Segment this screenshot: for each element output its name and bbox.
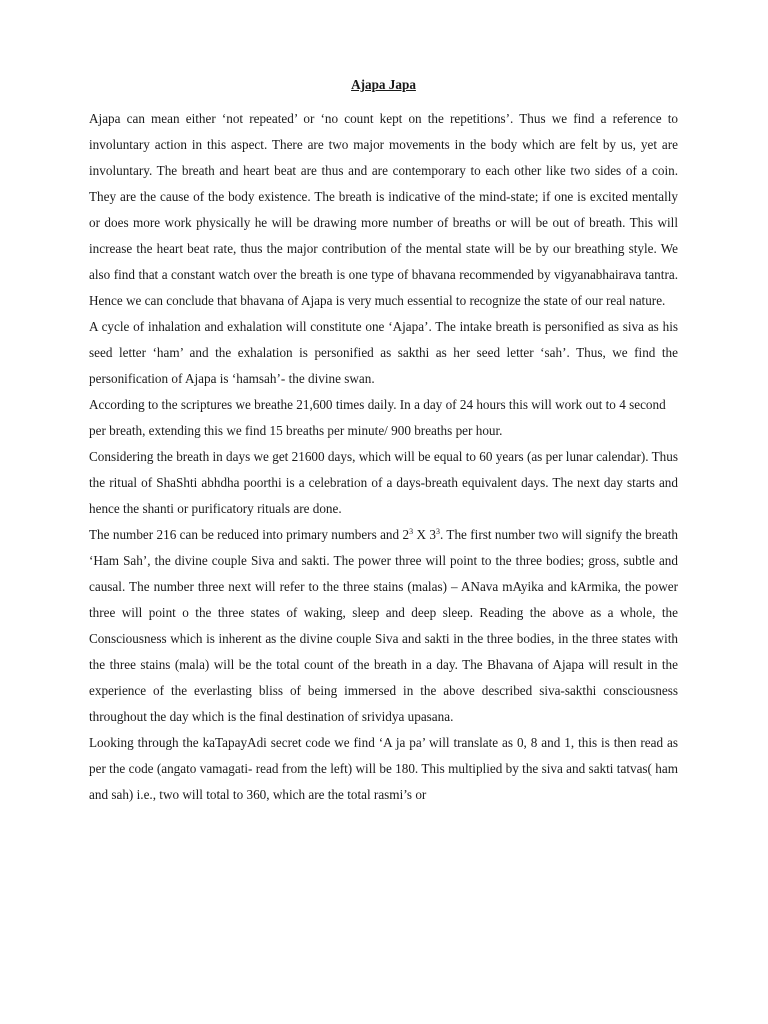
paragraph-katapayadi: Looking through the kaTapayAdi secret code we find ‘A ja pa’ will translate as 0, 8 and 1, this is then read as per the code (angato vamagati- read from the left) will be 180. This multiplied by the siva and sakti tatvas( ham and sah) i.e., two will total to 360, which are the total rasmi’s or: [89, 735, 678, 802]
paragraph-ajapa-meaning: Ajapa can mean either ‘not repeated’ or ‘no count kept on the repetitions’. Thus we find a reference to involuntary action in this aspect. There are two major movements in the body which are felt by us, yet are involuntary. The breath and heart beat are thus and are contemporary to each other like two sides of a coin. They are the cause of the body existence. The breath is indicative of the mind-state; if one is excited mentally or does more work physically he will be drawing more number of breaths or will be out of breath. This will increase the heart beat rate, thus the major contribution of the mental state will be by our breathing style. We also find that a constant watch over the breath is one type of bhavana recommended by vigyanabhairava tantra. Hence we can conclude that bhavana of Ajapa is very much essential to recognize the state of our real nature.: [89, 111, 678, 308]
exponent-3: 3: [435, 527, 440, 536]
paragraph-number-216-part1: The number 216 can be reduced into primary numbers and 2: [89, 527, 410, 542]
paragraph-breath-days: Considering the breath in days we get 21600 days, which will be equal to 60 years (as per lunar calendar). Thus the ritual of ShaShti abhdha poorthi is a celebration of a days-breath equivalent days. The next day starts and hence the shanti or purificatory rituals are done.: [89, 449, 678, 516]
document-page: [89, 72, 678, 808]
paragraph-hamsah-cycle: A cycle of inhalation and exhalation will constitute one ‘Ajapa’. The intake breath is personified as siva as his seed letter ‘ham’ and the exhalation is personified as sakthi as her seed letter ‘sah’. Thus, we find the personification of Ajapa is ‘hamsah’- the divine swan.: [89, 319, 678, 386]
document-title: Ajapa Japa: [351, 77, 416, 92]
paragraph-number-216: [89, 522, 678, 730]
paragraph-daily-breaths: According to the scriptures we breathe 21,600 times daily. In a day of 24 hours this will work out to 4 second per breath, extending this we find 15 breaths per minute/ 900 breaths per hour.: [89, 397, 666, 438]
paragraph-number-216-part2: X 3: [413, 527, 436, 542]
exponent-2: 3: [409, 527, 414, 536]
paragraph-number-216-part3: . The first number two will signify the breath ‘Ham Sah’, the divine couple Siva and sakti. The power three will point to the three bodies; gross, subtle and causal. The number three next will refer to the three stains (malas) – ANava mAyika and kArmika, the power three will point o the three states of waking, sleep and deep sleep. Reading the above as a whole, the Consciousness which is inherent as the divine couple Siva and sakti in the three bodies, in the three states with the three stains (mala) will be the total count of the breath in a day. The Bhavana of Ajapa will result in the experience of the everlasting bliss of being immersed in the above described siva-sakthi consciousness throughout the day which is the final destination of srividya upasana.: [89, 527, 679, 724]
